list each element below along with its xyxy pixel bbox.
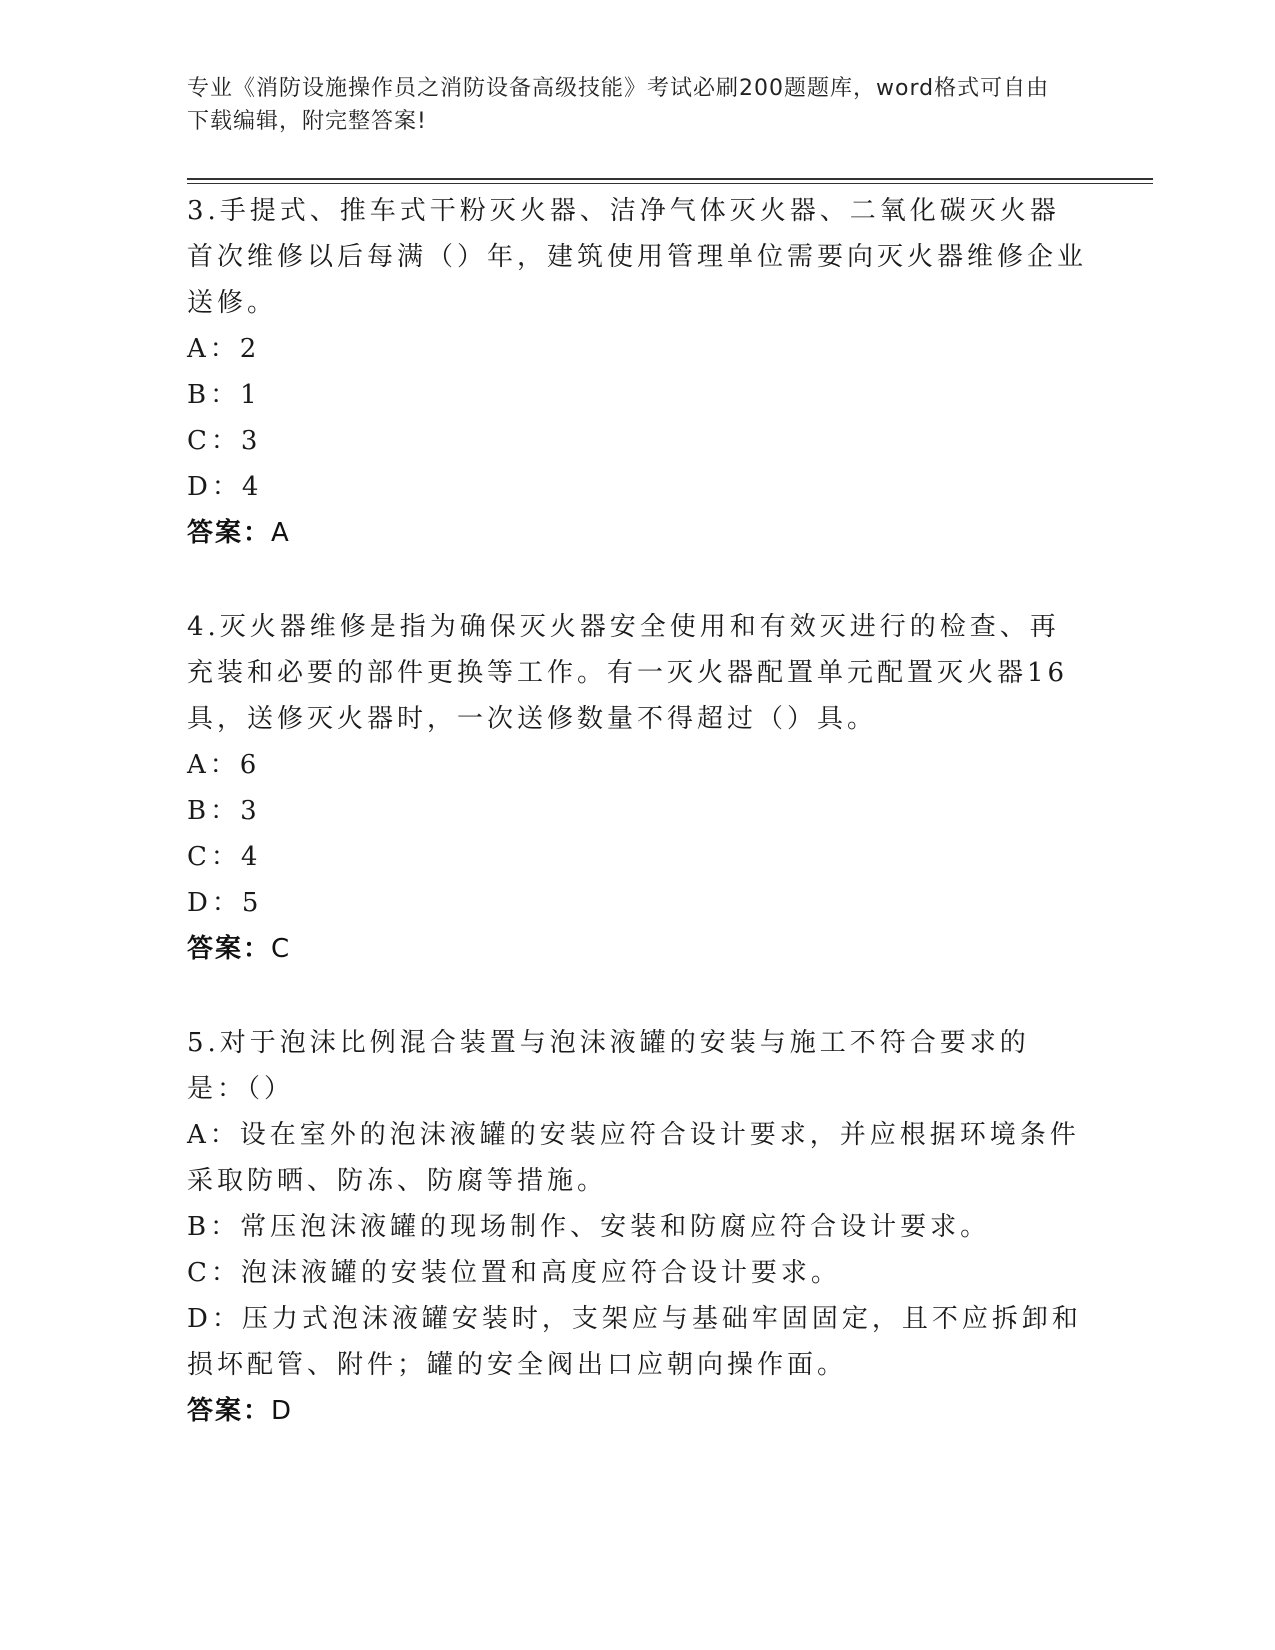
spacer bbox=[187, 556, 1087, 604]
answer-value: C bbox=[271, 934, 292, 964]
answer-label: 答案： bbox=[187, 518, 272, 548]
option-c: C：4 bbox=[187, 842, 262, 872]
answer-value: D bbox=[271, 1396, 294, 1426]
answer-label: 答案： bbox=[187, 934, 272, 964]
option-a: A：2 bbox=[187, 334, 261, 364]
option-d: D：4 bbox=[187, 472, 263, 502]
option-c: C：泡沫液罐的安装位置和高度应符合设计要求。 bbox=[187, 1258, 841, 1288]
answer-line bbox=[187, 1388, 1087, 1434]
answer-line bbox=[187, 510, 1087, 556]
question-stem: 4.灭火器维修是指为确保灭火器安全使用和有效灭进行的检查、再充装和必要的部件更换等工作。有一灭火器配置单元配置灭火器16具，送修灭火器时，一次送修数量不得超过（）具。 bbox=[187, 612, 1069, 734]
question-5 bbox=[187, 1020, 1087, 1434]
answer-value: A bbox=[271, 518, 291, 548]
option-a: A：设在室外的泡沫液罐的安装应符合设计要求，并应根据环境条件采取防晒、防冻、防腐等措施。 bbox=[187, 1120, 1080, 1196]
question-3 bbox=[187, 188, 1087, 556]
option-a: A：6 bbox=[187, 750, 261, 780]
spacer bbox=[187, 972, 1087, 1020]
header-rule-thin bbox=[187, 183, 1153, 184]
question-stem: 3.手提式、推车式干粉灭火器、洁净气体灭火器、二氧化碳灭火器首次维修以后每满（）年，建筑使用管理单位需要向灭火器维修企业送修。 bbox=[187, 196, 1088, 318]
question-4 bbox=[187, 604, 1087, 972]
question-stem: 5.对于泡沫比例混合装置与泡沫液罐的安装与施工不符合要求的是：（） bbox=[187, 1028, 1030, 1104]
answer-line bbox=[187, 926, 1087, 972]
option-b: B：常压泡沫液罐的现场制作、安装和防腐应符合设计要求。 bbox=[187, 1212, 991, 1242]
document-header: 专业《消防设施操作员之消防设备高级技能》考试必刷200题题库，word格式可自由下载编辑，附完整答案! bbox=[187, 76, 1050, 134]
option-d: D：5 bbox=[187, 888, 263, 918]
question-list bbox=[187, 188, 1087, 1434]
option-b: B：3 bbox=[187, 796, 261, 826]
answer-label: 答案： bbox=[187, 1396, 272, 1426]
header-rule-thick bbox=[187, 178, 1153, 180]
option-c: C：3 bbox=[187, 426, 262, 456]
option-d: D：压力式泡沫液罐安装时，支架应与基础牢固固定，且不应拆卸和损坏配管、附件；罐的安全阀出口应朝向操作面。 bbox=[187, 1304, 1082, 1380]
option-b: B：1 bbox=[187, 380, 261, 410]
